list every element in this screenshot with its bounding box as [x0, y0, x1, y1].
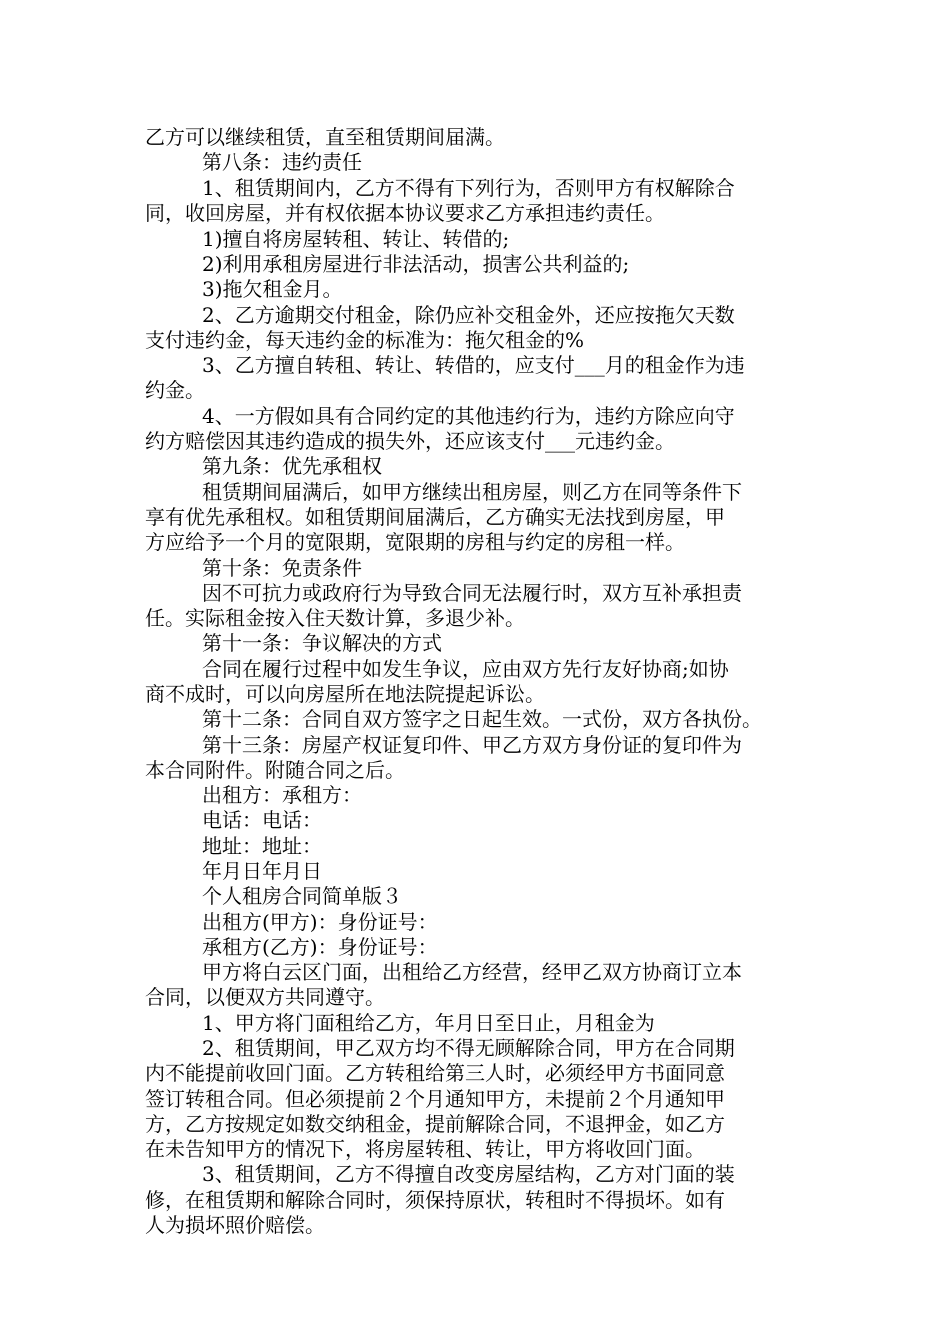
- text-line: 任。实际租金按入住天数计算，多退少补。: [145, 606, 525, 630]
- party-line: 出租方(甲方)：身份证号：: [202, 910, 438, 934]
- text-line: 约方赔偿因其违约造成的损失外，还应该支付___元违约金。: [145, 429, 675, 453]
- signature-line: 地址：地址：: [202, 834, 322, 858]
- text-line: 1)擅自将房屋转租、转让、转借的;: [202, 227, 510, 251]
- text-line: 方，乙方按规定如数交纳租金，提前解除合同，不退押金，如乙方: [145, 1112, 725, 1136]
- signature-line: 年月日年月日: [202, 859, 322, 883]
- text-line: 修，在租赁期和解除合同时，须保持原状，转租时不得损坏。如有: [145, 1188, 725, 1212]
- party-line: 承租方(乙方)：身份证号：: [202, 935, 438, 959]
- section-heading: 第八条：违约责任: [202, 150, 362, 174]
- text-line: 第十三条：房屋产权证复印件、甲乙方双方身份证的复印件为: [202, 733, 742, 757]
- document-title: 个人租房合同简单版３: [202, 884, 402, 908]
- text-line: 2、乙方逾期交付租金，除仍应补交租金外，还应按拖欠天数: [202, 303, 735, 327]
- text-line: 签订转租合同。但必须提前２个月通知甲方，未提前２个月通知甲: [145, 1087, 725, 1111]
- text-line: 内不能提前收回门面。乙方转租给第三人时，必须经甲方书面同意: [145, 1061, 725, 1085]
- text-line: 商不成时，可以向房屋所在地法院提起诉讼。: [145, 682, 545, 706]
- text-line: 因不可抗力或政府行为导致合同无法履行时，双方互补承担责: [202, 581, 742, 605]
- text-line: 1、甲方将门面租给乙方，年月日至日止，月租金为: [202, 1011, 655, 1035]
- text-line: 2、租赁期间，甲乙双方均不得无顾解除合同，甲方在合同期: [202, 1036, 735, 1060]
- section-heading: 第十条：免责条件: [202, 556, 362, 580]
- text-line: 3)拖欠租金月。: [202, 277, 343, 301]
- text-line: 租赁期间届满后，如甲方继续出租房屋，则乙方在同等条件下: [202, 480, 742, 504]
- text-line: 人为损坏照价赔偿。: [145, 1213, 325, 1237]
- text-line: 2)利用承租房屋进行非法活动，损害公共利益的;: [202, 252, 630, 276]
- text-line: 4、一方假如具有合同约定的其他违约行为，违约方除应向守: [202, 404, 735, 428]
- text-line: 3、乙方擅自转租、转让、转借的，应支付___月的租金作为违: [202, 353, 745, 377]
- text-line: 1、租赁期间内，乙方不得有下列行为，否则甲方有权解除合: [202, 176, 735, 200]
- section-heading: 第十一条：争议解决的方式: [202, 631, 442, 655]
- text-line: 支付违约金，每天违约金的标准为：拖欠租金的%: [145, 328, 585, 352]
- text-line: 3、租赁期间，乙方不得擅自改变房屋结构，乙方对门面的装: [202, 1162, 735, 1186]
- text-line: 同，收回房屋，并有权依据本协议要求乙方承担违约责任。: [145, 201, 665, 225]
- text-line: 约金。: [145, 378, 205, 402]
- text-line: 合同在履行过程中如发生争议，应由双方先行友好协商;如协: [202, 657, 729, 681]
- text-line: 甲方将白云区门面，出租给乙方经营，经甲乙双方协商订立本: [202, 960, 742, 984]
- text-line: 享有优先承租权。如租赁期间届满后，乙方确实无法找到房屋，甲: [145, 505, 725, 529]
- text-line: 合同，以便双方共同遵守。: [145, 985, 385, 1009]
- text-line: 乙方可以继续租赁，直至租赁期间届满。: [145, 125, 505, 149]
- signature-line: 电话：电话：: [202, 808, 322, 832]
- text-line: 本合同附件。附随合同之后。: [145, 758, 405, 782]
- text-line: 方应给予一个月的宽限期，宽限期的房租与约定的房租一样。: [145, 530, 685, 554]
- text-line: 第十二条：合同自双方签字之日起生效。一式份，双方各执份。: [202, 707, 762, 731]
- signature-line: 出租方：承租方：: [202, 783, 362, 807]
- text-line: 在未告知甲方的情况下，将房屋转租、转让，甲方将收回门面。: [145, 1137, 705, 1161]
- section-heading: 第九条：优先承租权: [202, 454, 382, 478]
